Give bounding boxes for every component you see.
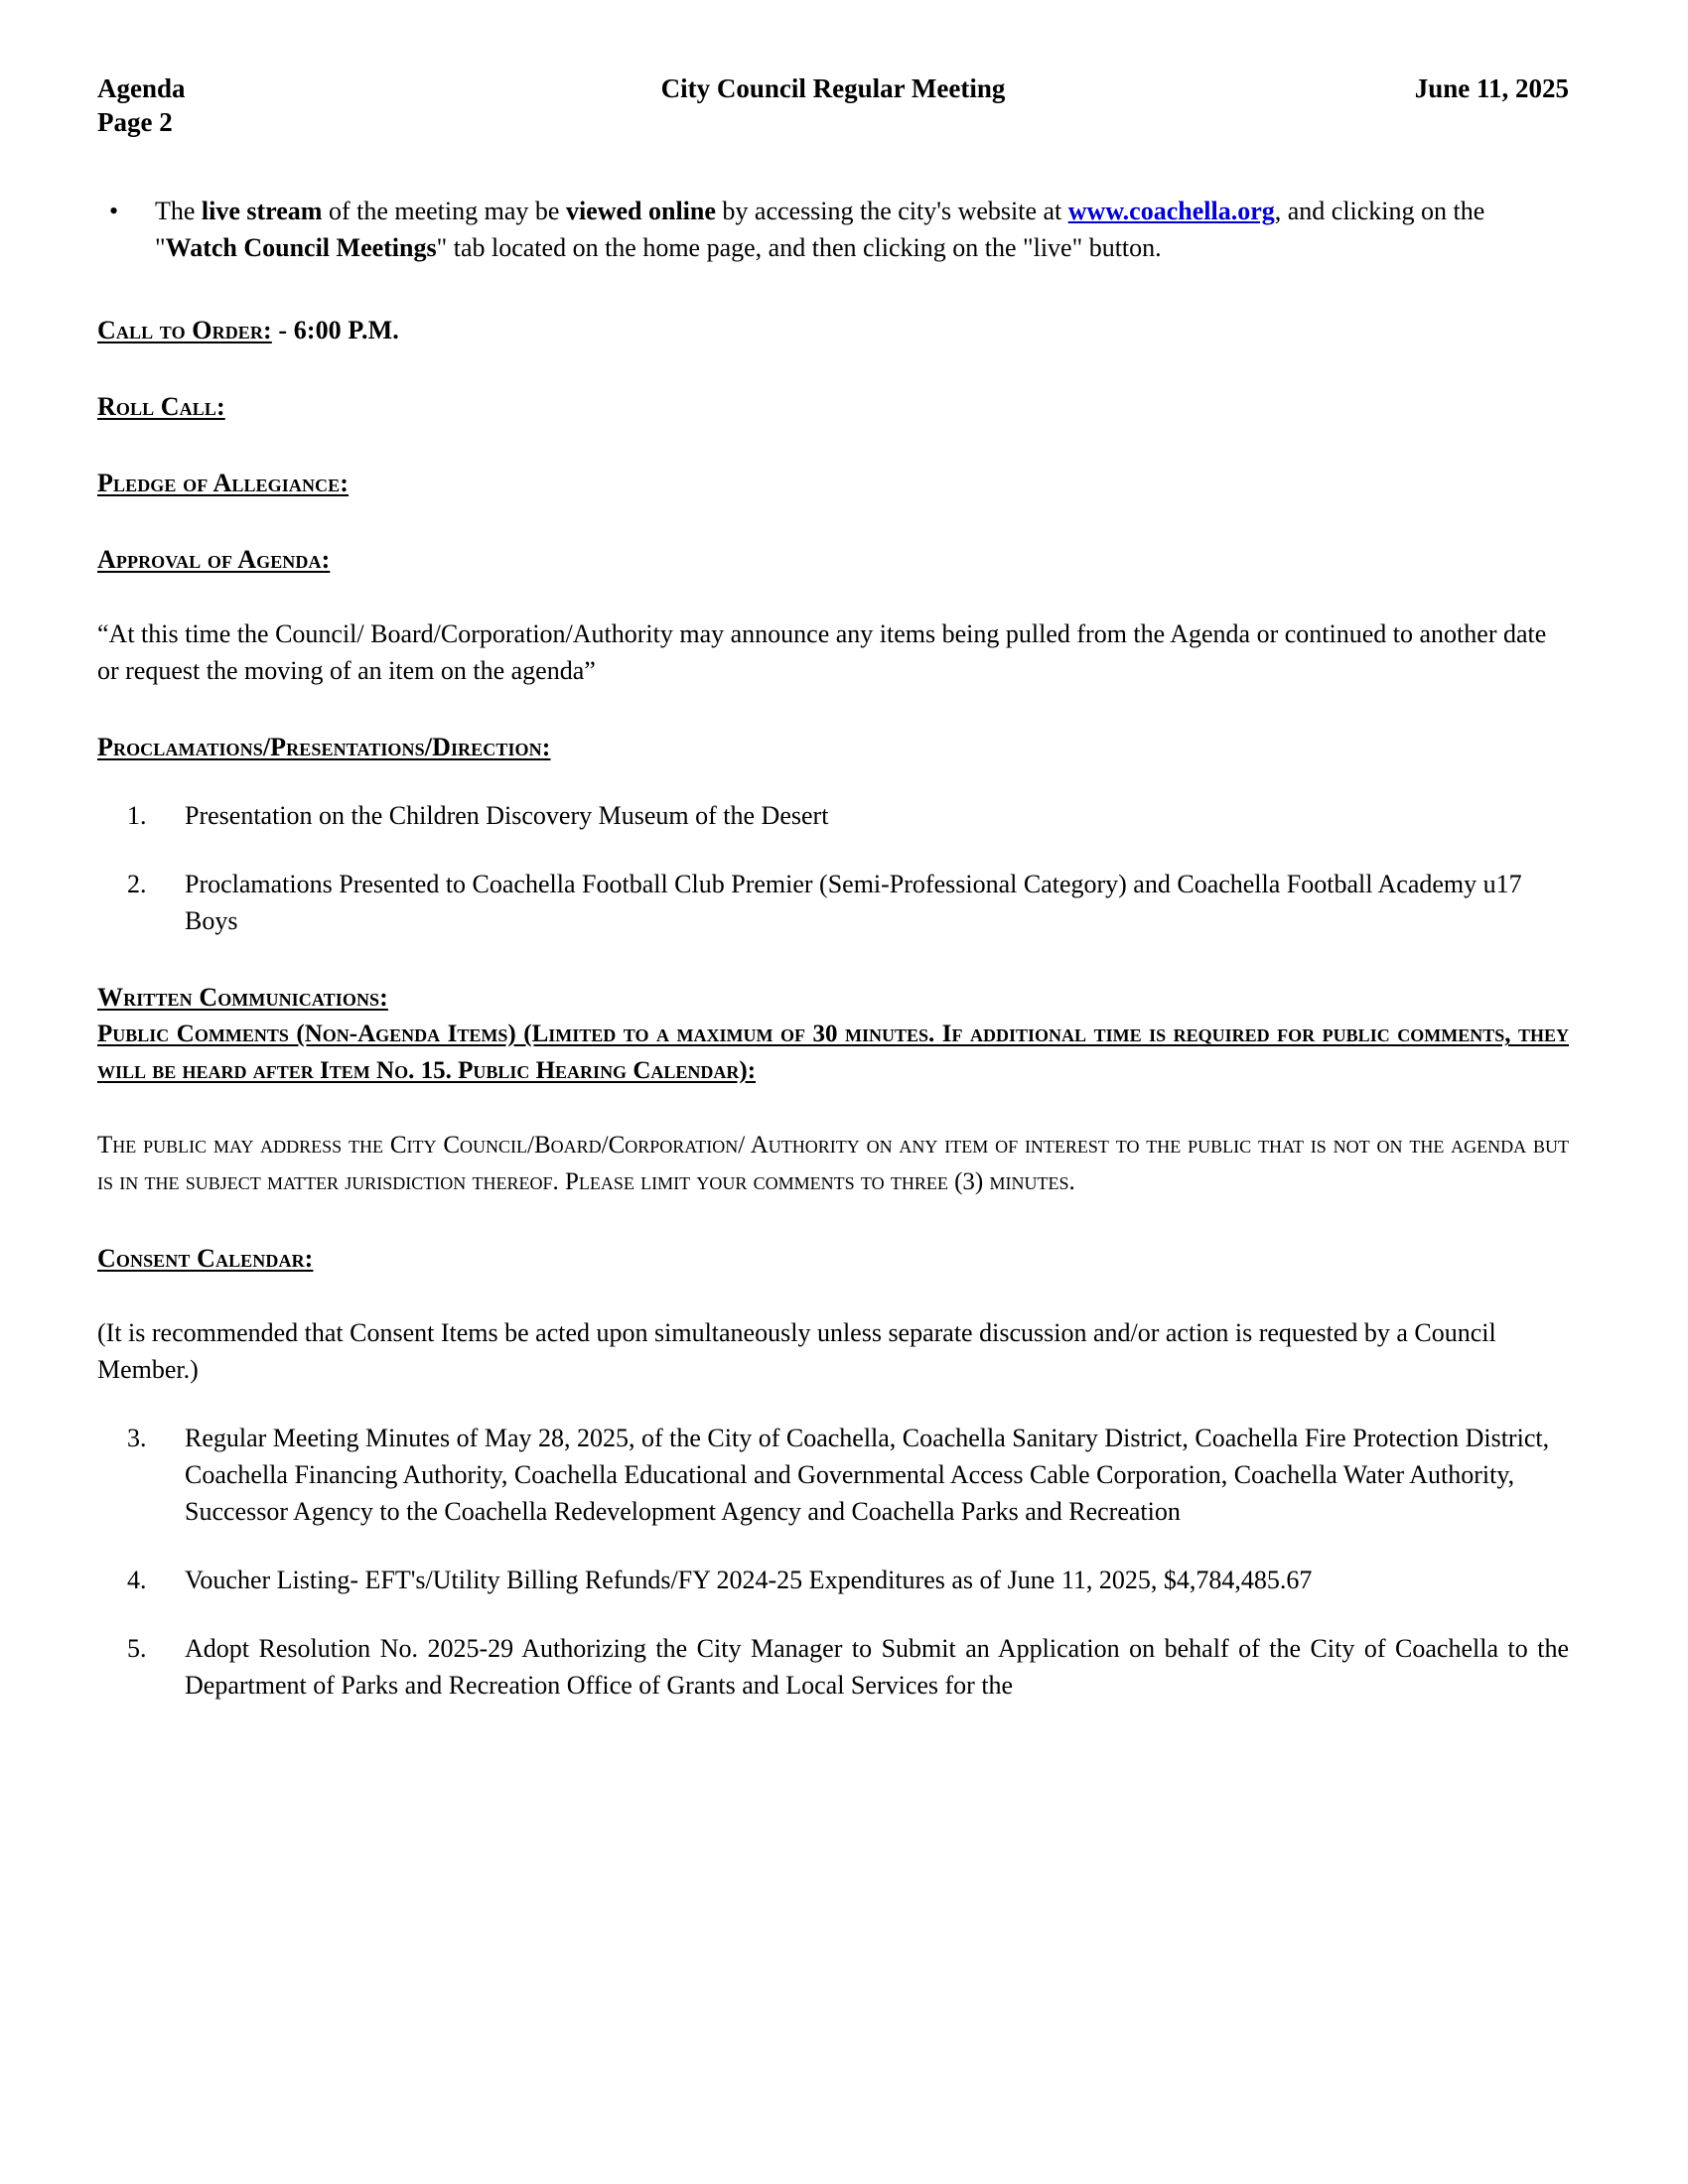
heading-roll-call-label: Roll Call:	[97, 392, 225, 421]
heading-pledge-label: Pledge of Allegiance:	[97, 469, 350, 497]
list-item-number: 1.	[127, 801, 147, 830]
bullet-bold-live-stream: live stream	[201, 197, 323, 225]
list-item-number: 4.	[127, 1566, 147, 1594]
list-item	[97, 866, 1569, 939]
bullet-text-2: of the meeting may be	[322, 197, 566, 225]
bullet-bold-viewed-online: viewed online	[565, 197, 716, 225]
list-item-number: 5.	[127, 1634, 147, 1663]
heading-proclamations	[97, 729, 1569, 765]
header-agenda-label: Agenda	[97, 73, 186, 103]
header-meeting-title: City Council Regular Meeting	[660, 73, 1006, 103]
list-item-number: 2.	[127, 870, 147, 898]
heading-approval-of-agenda	[97, 541, 1569, 578]
bullet-text-1: The	[155, 197, 202, 225]
heading-written-communications	[97, 979, 1569, 1016]
table-row	[97, 1630, 1569, 1704]
coachella-website-link[interactable]: www.coachella.org	[1067, 197, 1275, 225]
heading-roll-call	[97, 388, 1569, 425]
heading-call-to-order-label: Call to Order:	[97, 316, 272, 344]
bullet-bold-watch-council-meetings: Watch Council Meetings	[165, 233, 437, 262]
list-item	[97, 797, 1569, 834]
list-item-text: Presentation on the Children Discovery Museum of the Desert	[185, 801, 829, 830]
heading-proclamations-label: Proclamations/Presentations/Direction:	[97, 733, 551, 761]
consent-calendar-list	[97, 1420, 1569, 1704]
header-page-number: Page 2	[97, 107, 173, 137]
heading-approval-label: Approval of Agenda:	[97, 545, 331, 574]
list-item-text: Proclamations Presented to Coachella Football Club Premier (Semi-Professional Category) and Coachella Football Academy u17 Boys	[185, 870, 1522, 935]
list-item-text: Voucher Listing- EFT's/Utility Billing Refunds/FY 2024-25 Expenditures as of June 11, 2025, $4,784,485.67	[185, 1566, 1313, 1594]
approval-of-agenda-body: “At this time the Council/ Board/Corporation/Authority may announce any items being pulled from the Agenda or continued to another date or request the moving of an item on the agenda”	[97, 619, 1547, 685]
live-stream-bullet	[97, 193, 1569, 266]
heading-consent-calendar	[97, 1240, 1569, 1277]
heading-public-comments: Public Comments (Non-Agenda Items) (Limited to a maximum of 30 minutes. If additional time is required for public comments, they will be heard after Item No. 15. Public Hearing Calendar):	[97, 1021, 1569, 1084]
table-row	[97, 1562, 1569, 1598]
heading-consent-calendar-label: Consent Calendar:	[97, 1244, 314, 1273]
list-item-text: Regular Meeting Minutes of May 28, 2025, of the City of Coachella, Coachella Sanitary District, Coachella Fire Protection District, Coachella Financing Authority, Coachella Educational and Governmental Access Cable Corporation, Coachella Water Authority, Successor Agency to the Coachella Redevelopment Agency and Coachella Parks and Recreation	[185, 1424, 1550, 1526]
call-to-order-time: - 6:00 P.M.	[271, 316, 399, 344]
bullet-text-3: by accessing the city's website at	[715, 197, 1068, 225]
bullet-icon: •	[109, 197, 119, 225]
consent-calendar-note: (It is recommended that Consent Items be acted upon simultaneously unless separate discussion and/or action is requested by a Council Member.)	[97, 1318, 1496, 1384]
proclamations-list	[97, 797, 1569, 939]
list-item-text: Adopt Resolution No. 2025-29 Authorizing the City Manager to Submit an Application on behalf of the City of Coachella to the Department of Parks and Recreation Office of Grants and Local Services for the	[185, 1634, 1569, 1700]
bullet-text-4: , and clicking on the "	[155, 197, 1485, 262]
bullet-text-5: " tab located on the home page, and then clicking on the "live" button.	[436, 233, 1162, 262]
public-comments-body: The public may address the City Council/Board/Corporation/ Authority on any item of interest to the public that is not on the agenda but is in the subject matter jurisdiction thereof. Please limit your comments to three (3) minutes.	[97, 1132, 1569, 1195]
header-meeting-date: June 11, 2025	[1414, 73, 1569, 103]
table-row	[97, 1420, 1569, 1530]
list-item-number: 3.	[127, 1424, 147, 1452]
heading-pledge-of-allegiance	[97, 465, 1569, 501]
heading-written-communications-label: Written Communications:	[97, 983, 388, 1012]
heading-call-to-order	[97, 312, 1569, 348]
page-header	[97, 71, 1569, 145]
